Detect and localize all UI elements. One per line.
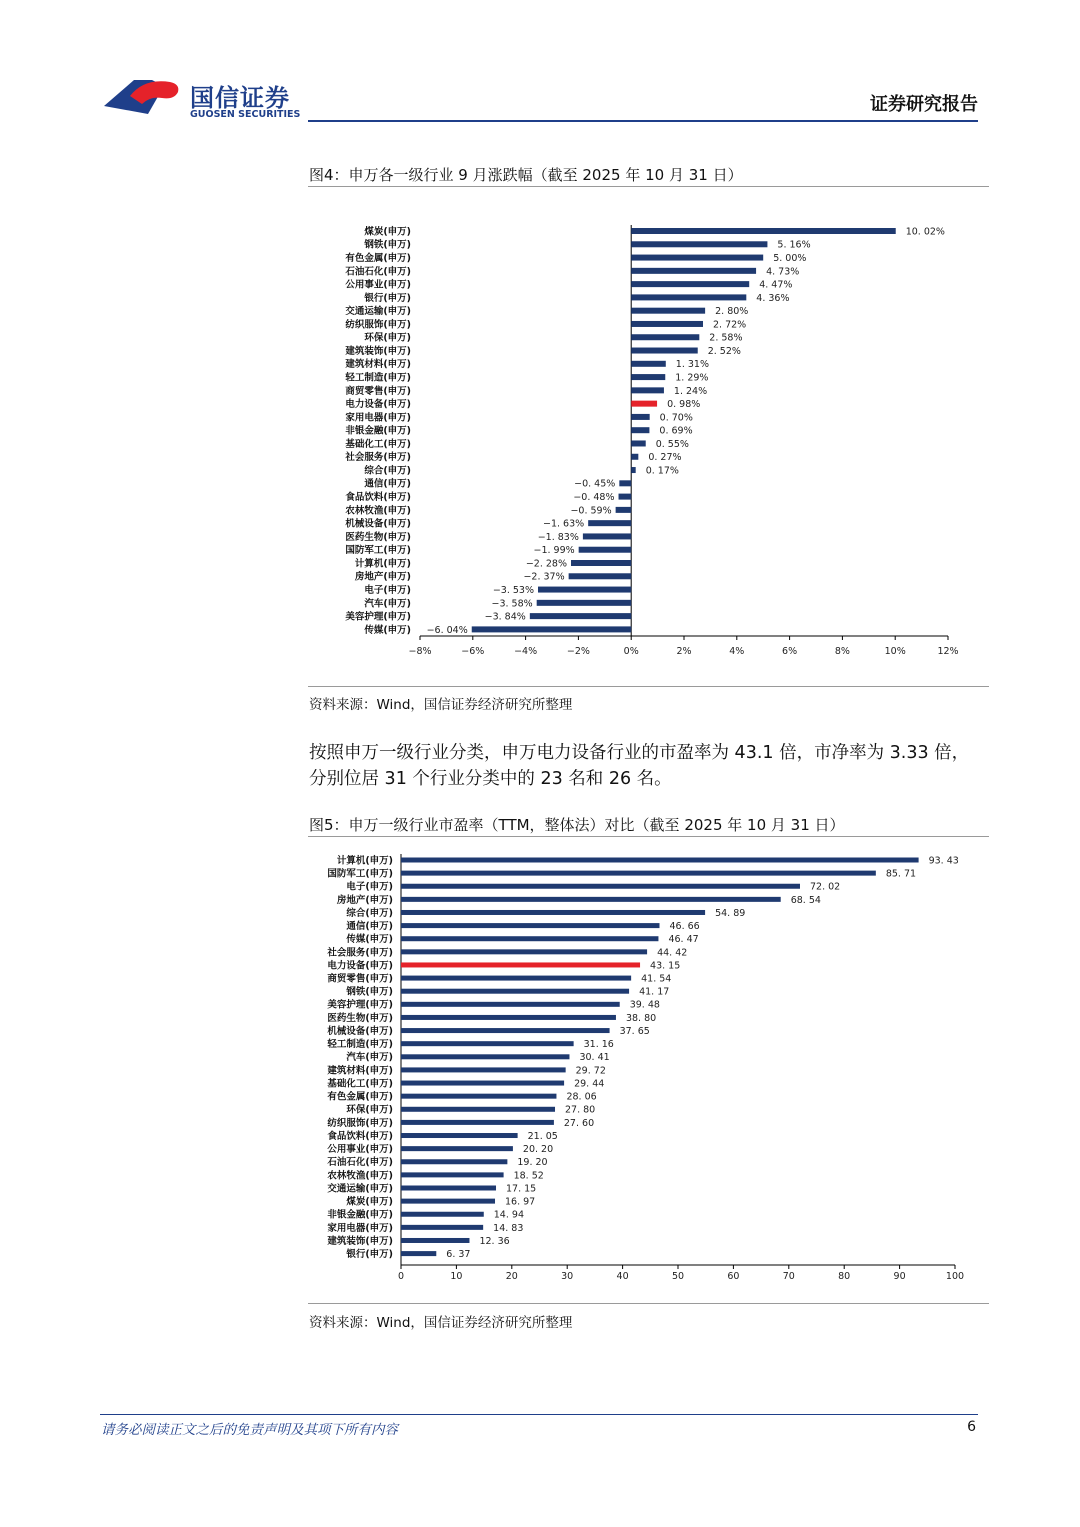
bar-14: [401, 1041, 574, 1046]
category-label: 传媒(申万): [364, 624, 411, 636]
category-label: 环保(申万): [364, 332, 411, 344]
figure5-source: 资料来源：Wind，国信证券经济研究所整理: [309, 1315, 573, 1331]
bar-2: [401, 884, 800, 889]
value-label: 29. 44: [574, 1078, 605, 1090]
bar-19: [619, 480, 631, 486]
bar-24: [579, 547, 632, 553]
bar-10: [631, 361, 666, 367]
bar-0: [631, 228, 896, 234]
x-tick-label: 20: [505, 1271, 518, 1282]
bar-17: [631, 454, 638, 460]
category-label: 社会服务(申万): [327, 947, 393, 959]
value-label: 1. 29%: [675, 372, 709, 384]
bar-25: [401, 1186, 496, 1191]
category-label: 石油石化(申万): [345, 266, 411, 278]
figure4-top-rule: [308, 186, 989, 187]
bar-4: [631, 281, 749, 287]
bar-14: [631, 414, 649, 420]
bar-11: [631, 374, 665, 380]
category-label: 汽车(申万): [346, 1052, 393, 1064]
value-label: 20. 20: [522, 1144, 554, 1156]
figure5-title: 图5：申万一级行业市盈率（TTM，整体法）对比（截至 2025 年 10 月 31 日）: [309, 816, 845, 834]
category-label: 有色金属(申万): [345, 252, 411, 264]
category-label: 公用事业(申万): [345, 279, 411, 291]
bar-9: [401, 976, 631, 981]
guosen-logo: [104, 76, 304, 126]
x-tick-label: 0: [397, 1271, 405, 1282]
x-tick-label: 6%: [782, 646, 798, 657]
value-label: 18. 52: [513, 1170, 544, 1182]
category-label: 公用事业(申万): [327, 1144, 393, 1156]
x-tick-label: 8%: [834, 646, 850, 657]
x-tick-label: −2%: [566, 646, 590, 657]
value-label: 46. 47: [668, 934, 699, 946]
bar-29: [401, 1238, 469, 1243]
category-label: 家用电器(申万): [327, 1222, 393, 1234]
category-label: 电子(申万): [364, 584, 411, 596]
bar-1: [401, 871, 876, 876]
figure5-top-rule: [308, 836, 989, 837]
bar-26: [401, 1199, 495, 1204]
category-label: 基础化工(申万): [327, 1078, 393, 1090]
x-tick-label: −8%: [408, 646, 432, 657]
value-label: 5. 00%: [773, 252, 807, 264]
value-label: 1. 31%: [675, 359, 709, 371]
value-label: 72. 02: [809, 881, 841, 893]
bar-29: [530, 613, 631, 619]
value-label: 2. 52%: [707, 345, 741, 357]
value-label: 14. 83: [493, 1222, 524, 1234]
figure4-chart: [308, 195, 989, 665]
x-tick-label: 80: [838, 1271, 851, 1282]
value-label: 0. 70%: [659, 412, 693, 424]
bar-15: [401, 1054, 569, 1059]
bar-27: [401, 1212, 484, 1217]
category-label: 交通运输(申万): [345, 306, 411, 318]
bar-19: [401, 1107, 555, 1112]
category-label: 建筑装饰(申万): [345, 345, 411, 357]
value-label: 2. 58%: [709, 332, 743, 344]
category-label: 煤炭(申万): [346, 1196, 393, 1208]
category-label: 非银金融(申万): [327, 1209, 393, 1221]
value-label: −3. 84%: [484, 611, 526, 623]
value-label: 10. 02%: [905, 226, 945, 238]
category-label: 机械设备(申万): [345, 518, 411, 530]
category-label: 通信(申万): [346, 921, 393, 933]
bar-7: [631, 321, 703, 327]
value-label: 37. 65: [619, 1025, 650, 1037]
category-label: 农林牧渔(申万): [327, 1170, 393, 1182]
value-label: 16. 97: [505, 1196, 536, 1208]
category-label: 轻工制造(申万): [327, 1039, 393, 1051]
x-tick-label: 12%: [937, 646, 959, 657]
category-label: 有色金属(申万): [327, 1091, 393, 1103]
value-label: 28. 06: [566, 1091, 597, 1103]
bar-8: [401, 962, 640, 967]
value-label: 19. 20: [517, 1157, 548, 1169]
body-paragraph: 按照申万一级行业分类，申万电力设备行业的市盈率为 43.1 倍，市净率为 3.33 倍，分别位居 31 个行业分类中的 23 名和 26 名。: [309, 743, 970, 789]
value-label: 41. 17: [639, 986, 670, 998]
x-tick-label: 0%: [623, 646, 639, 657]
bar-30: [401, 1251, 436, 1256]
bar-18: [631, 467, 635, 473]
value-label: 6. 37: [446, 1249, 471, 1261]
bar-22: [401, 1146, 513, 1151]
bar-28: [537, 600, 632, 606]
value-label: 41. 54: [641, 973, 672, 985]
value-label: 0. 55%: [655, 438, 689, 450]
x-tick-label: 10%: [884, 646, 906, 657]
category-label: 交通运输(申万): [327, 1183, 393, 1195]
bar-10: [401, 989, 629, 994]
category-label: 纺织服饰(申万): [327, 1117, 393, 1129]
value-label: 29. 72: [575, 1065, 606, 1077]
x-tick-label: 4%: [729, 646, 745, 657]
value-label: 2. 72%: [713, 319, 747, 331]
bar-3: [401, 897, 781, 902]
bar-27: [538, 587, 631, 593]
x-tick-label: 50: [671, 1271, 685, 1282]
value-label: 93. 43: [928, 855, 959, 867]
category-label: 银行(申万): [346, 1249, 393, 1261]
value-label: −0. 48%: [573, 492, 615, 504]
value-label: 44. 42: [657, 947, 688, 959]
bar-7: [401, 949, 647, 954]
category-label: 社会服务(申万): [345, 452, 411, 464]
category-label: 石油石化(申万): [327, 1157, 393, 1169]
category-label: 通信(申万): [364, 478, 411, 490]
value-label: 0. 98%: [667, 399, 701, 411]
bar-9: [631, 348, 698, 354]
x-tick-label: 40: [616, 1271, 629, 1282]
value-label: 68. 54: [790, 894, 821, 906]
value-label: 0. 69%: [659, 425, 693, 437]
x-tick-label: −4%: [514, 646, 538, 657]
category-label: 传媒(申万): [346, 934, 393, 946]
bar-16: [401, 1067, 566, 1072]
category-label: 房地产(申万): [354, 571, 411, 583]
value-label: −0. 59%: [570, 505, 612, 517]
bar-24: [401, 1172, 504, 1177]
bar-13: [631, 401, 657, 407]
value-label: −2. 37%: [523, 571, 565, 583]
category-label: 美容护理(申万): [327, 999, 393, 1011]
category-label: 综合(申万): [364, 465, 411, 477]
value-label: 17. 15: [506, 1183, 537, 1195]
category-label: 钢铁(申万): [364, 239, 411, 251]
bar-12: [631, 387, 664, 393]
category-label: 电力设备(申万): [327, 960, 393, 972]
x-tick-label: 90: [893, 1271, 906, 1282]
chart5-svg: [308, 845, 989, 1293]
bar-23: [401, 1159, 507, 1164]
figure4-bottom-rule: [308, 686, 989, 687]
value-label: −3. 53%: [492, 584, 535, 596]
value-label: 43. 15: [650, 960, 681, 972]
figure5-chart: [308, 845, 989, 1293]
category-label: 计算机(申万): [354, 558, 411, 570]
bar-21: [616, 507, 632, 513]
value-label: 27. 80: [565, 1104, 596, 1116]
logo-mark-icon: [104, 76, 184, 122]
bar-26: [569, 573, 632, 579]
disclaimer-text: 请务必阅读正文之后的免责声明及其项下所有内容: [101, 1422, 398, 1438]
value-label: 4. 73%: [766, 266, 800, 278]
category-label: 钢铁(申万): [346, 986, 393, 998]
figure4-title: 图4：申万各一级行业 9 月涨跌幅（截至 2025 年 10 月 31 日）: [309, 166, 743, 184]
bar-22: [588, 520, 631, 526]
bar-6: [401, 936, 658, 941]
x-tick-label: 70: [782, 1271, 795, 1282]
category-label: 汽车(申万): [364, 598, 411, 610]
value-label: 4. 36%: [756, 292, 790, 304]
bar-16: [631, 440, 646, 446]
value-label: 12. 36: [479, 1235, 510, 1247]
bar-25: [571, 560, 631, 566]
bar-20: [619, 494, 632, 500]
category-label: 美容护理(申万): [345, 611, 411, 623]
bar-3: [631, 268, 756, 274]
value-label: 14. 94: [493, 1209, 524, 1221]
category-label: 环保(申万): [346, 1104, 393, 1116]
category-label: 基础化工(申万): [345, 438, 411, 450]
bar-17: [401, 1081, 564, 1086]
category-label: 商贸零售(申万): [345, 385, 411, 397]
page-number: 6: [967, 1419, 976, 1435]
value-label: 4. 47%: [759, 279, 793, 291]
value-label: 21. 05: [527, 1130, 558, 1142]
category-label: 煤炭(申万): [364, 226, 411, 238]
value-label: −2. 28%: [525, 558, 568, 570]
value-label: 31. 16: [583, 1039, 614, 1051]
value-label: 46. 66: [669, 921, 700, 933]
value-label: 2. 80%: [715, 306, 749, 318]
bar-5: [631, 294, 746, 300]
bar-11: [401, 1002, 620, 1007]
x-tick-label: 2%: [676, 646, 692, 657]
category-label: 商贸零售(申万): [327, 973, 393, 985]
category-label: 建筑材料(申万): [327, 1065, 393, 1077]
bar-5: [401, 923, 659, 928]
bar-2: [631, 255, 763, 261]
category-label: 建筑材料(申万): [345, 359, 411, 371]
value-label: 0. 17%: [645, 465, 679, 477]
bar-12: [401, 1015, 616, 1020]
bar-18: [401, 1094, 556, 1099]
bar-23: [583, 533, 631, 539]
category-label: 纺织服饰(申万): [345, 319, 411, 331]
category-label: 建筑装饰(申万): [327, 1235, 393, 1247]
bar-28: [401, 1225, 483, 1230]
category-label: 综合(申万): [346, 907, 393, 919]
figure5-bottom-rule: [308, 1303, 989, 1304]
bar-30: [472, 626, 631, 632]
logo-english-name: GUOSEN SECURITIES: [190, 109, 301, 120]
footer-divider: [100, 1414, 978, 1415]
value-label: 38. 80: [625, 1012, 657, 1024]
figure4-source: 资料来源：Wind，国信证券经济研究所整理: [309, 697, 573, 713]
bar-8: [631, 334, 699, 340]
value-label: 30. 41: [579, 1052, 610, 1064]
chart4-svg: [308, 195, 989, 665]
bar-13: [401, 1028, 610, 1033]
bar-0: [401, 858, 919, 863]
value-label: 27. 60: [563, 1117, 595, 1129]
value-label: 5. 16%: [777, 239, 811, 251]
category-label: 轻工制造(申万): [345, 372, 411, 384]
value-label: −1. 63%: [542, 518, 585, 530]
value-label: −6. 04%: [426, 624, 468, 636]
category-label: 国防军工(申万): [345, 545, 411, 557]
report-type-label: 证券研究报告: [870, 94, 978, 115]
value-label: 39. 48: [629, 999, 660, 1011]
x-tick-label: 10: [450, 1271, 463, 1282]
category-label: 食品饮料(申万): [345, 492, 411, 504]
category-label: 国防军工(申万): [327, 868, 393, 880]
category-label: 计算机(申万): [336, 855, 393, 867]
category-label: 房地产(申万): [336, 894, 393, 906]
value-label: 54. 89: [715, 907, 746, 919]
value-label: 0. 27%: [648, 452, 682, 464]
bar-20: [401, 1120, 554, 1125]
category-label: 非银金融(申万): [345, 425, 411, 437]
bar-1: [631, 241, 767, 247]
value-label: −1. 99%: [533, 545, 575, 557]
x-tick-label: 30: [561, 1271, 574, 1282]
value-label: 1. 24%: [673, 385, 708, 397]
category-label: 电子(申万): [346, 881, 393, 893]
bar-21: [401, 1133, 518, 1138]
value-label: −1. 83%: [537, 531, 579, 543]
logo-chinese-name: 国信证券: [190, 84, 290, 112]
x-tick-label: 100: [945, 1271, 965, 1282]
category-label: 电力设备(申万): [345, 399, 411, 411]
bar-4: [401, 910, 705, 915]
x-tick-label: −6%: [461, 646, 485, 657]
bar-15: [631, 427, 649, 433]
bar-6: [631, 308, 705, 314]
value-label: −0. 45%: [574, 478, 616, 490]
x-tick-label: 60: [727, 1271, 740, 1282]
value-label: 85. 71: [885, 868, 917, 880]
value-label: −3. 58%: [491, 598, 533, 610]
category-label: 银行(申万): [364, 292, 411, 304]
category-label: 机械设备(申万): [327, 1025, 393, 1037]
header-divider: [308, 120, 978, 122]
category-label: 食品饮料(申万): [327, 1130, 393, 1142]
category-label: 医药生物(申万): [327, 1012, 393, 1024]
category-label: 医药生物(申万): [345, 531, 411, 543]
category-label: 农林牧渔(申万): [345, 505, 411, 517]
category-label: 家用电器(申万): [345, 412, 411, 424]
